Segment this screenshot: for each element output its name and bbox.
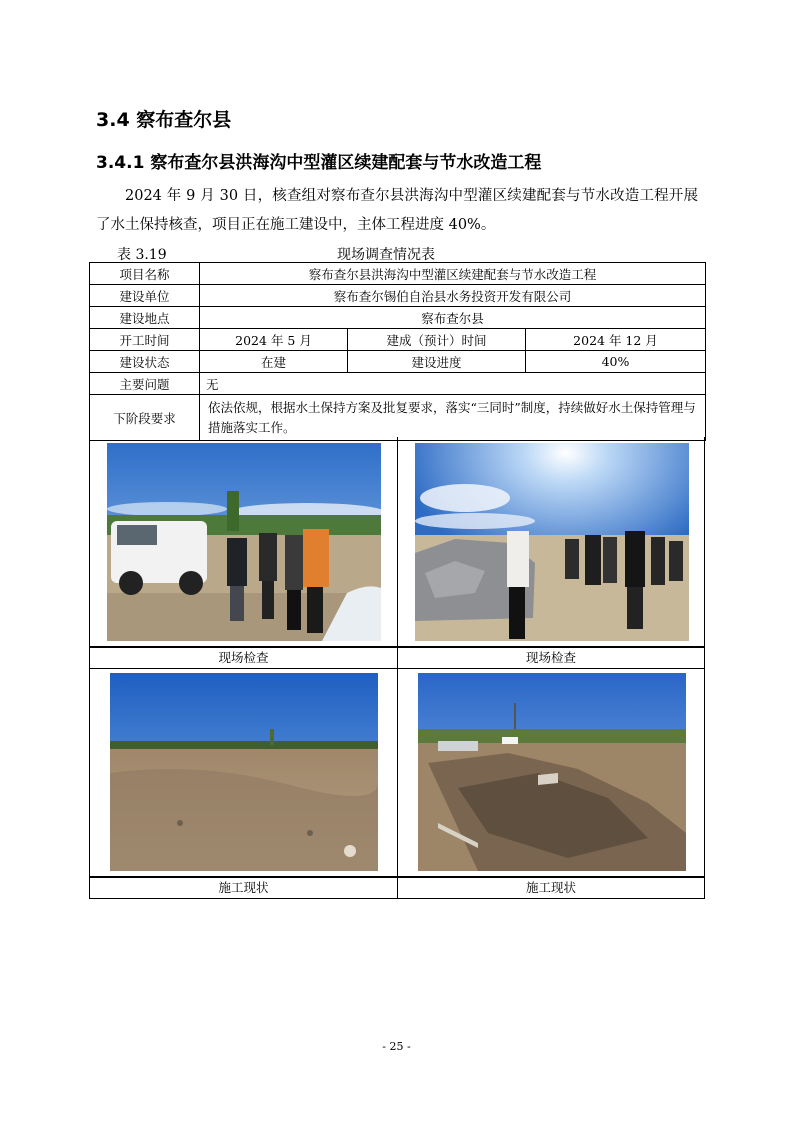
location-label: 建设地点 — [90, 307, 200, 329]
subsection-heading: 3.4.1 察布查尔县洪海沟中型灌区续建配套与节水改造工程 — [96, 153, 542, 173]
table-row — [90, 285, 706, 307]
table-row — [90, 395, 706, 441]
status-value: 在建 — [200, 351, 348, 373]
table-row — [90, 351, 706, 373]
table-row — [90, 373, 706, 395]
finish-label: 建成（预计）时间 — [348, 329, 526, 351]
table-row — [90, 307, 706, 329]
photo-caption: 现场检查 — [397, 648, 704, 668]
photo-caption-row-top — [89, 647, 705, 669]
photo-caption: 施工现状 — [218, 880, 269, 895]
photo-cell — [90, 669, 397, 876]
table-caption-number: 表 3.19 — [117, 247, 167, 263]
project-name-label: 项目名称 — [90, 263, 200, 285]
photo-row-bottom — [89, 669, 705, 877]
next-stage-label: 下阶段要求 — [90, 395, 200, 441]
builder-value: 察布查尔锡伯自治县水务投资开发有限公司 — [200, 285, 706, 307]
construction-status-photo-2 — [418, 673, 686, 871]
section-heading: 3.4 察布查尔县 — [96, 109, 232, 131]
body-paragraph: 2024 年 9 月 30 日，核查组对察布查尔县洪海沟中型灌区续建配套与节水改造工程开展了水土保持核查，项目正在施工建设中，主体工程进度 40%。 — [96, 188, 698, 233]
location-value: 察布查尔县 — [200, 307, 706, 329]
start-value: 2024 年 5 月 — [200, 329, 348, 351]
status-label: 建设状态 — [90, 351, 200, 373]
photo-row-top — [89, 437, 705, 647]
photo-caption-row-bottom — [89, 877, 705, 899]
photo-cell — [397, 669, 704, 876]
project-name-value: 察布查尔县洪海沟中型灌区续建配套与节水改造工程 — [200, 263, 706, 285]
finish-value: 2024 年 12 月 — [526, 329, 706, 351]
table-row — [90, 329, 706, 351]
photo-caption: 现场检查 — [218, 650, 269, 665]
builder-label: 建设单位 — [90, 285, 200, 307]
construction-status-photo-1 — [110, 673, 378, 871]
table-caption — [117, 244, 677, 262]
table-row — [90, 263, 706, 285]
progress-label: 建设进度 — [348, 351, 526, 373]
table-caption-title: 现场调查情况表 — [337, 247, 435, 263]
site-inspection-photo-2 — [415, 443, 689, 641]
issues-label: 主要问题 — [90, 373, 200, 395]
progress-value: 40% — [526, 351, 706, 373]
survey-table — [89, 262, 706, 441]
photo-cell — [397, 437, 704, 646]
start-label: 开工时间 — [90, 329, 200, 351]
photo-cell — [90, 437, 397, 646]
issues-value: 无 — [200, 373, 706, 395]
page-number: - 25 - — [382, 1040, 411, 1053]
site-inspection-photo-1 — [107, 443, 381, 641]
next-stage-value: 依法依规，根据水土保持方案及批复要求，落实“三同时”制度，持续做好水土保持管理与措施落实工作。 — [200, 395, 706, 441]
photo-caption: 施工现状 — [397, 878, 704, 898]
